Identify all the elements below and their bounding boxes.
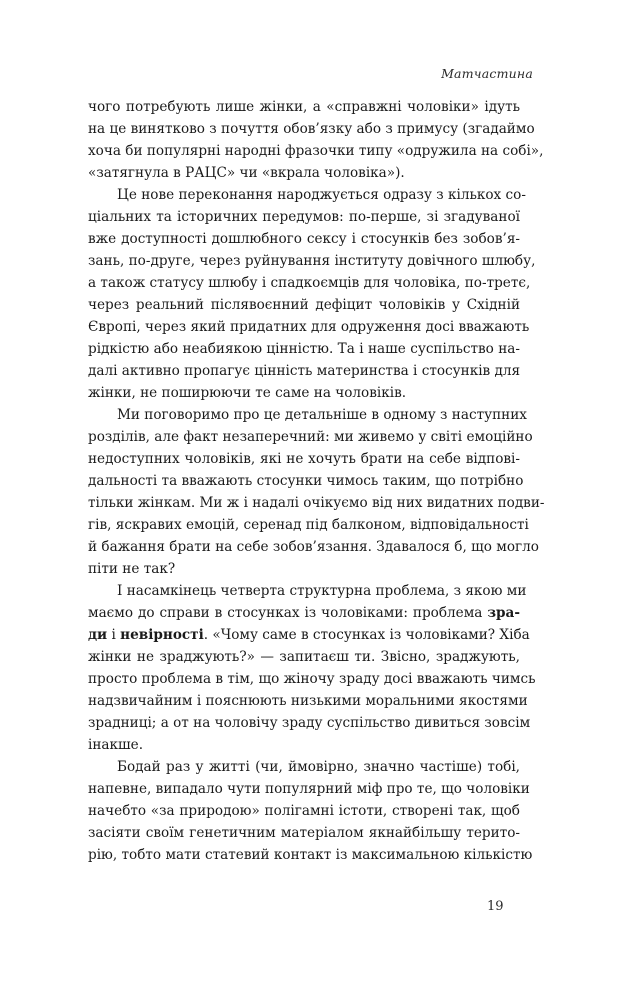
bold-term: невірності bbox=[120, 627, 204, 643]
text-segment: Бодай раз у житті (чи, ймовірно, значно частіше) тобі, bbox=[117, 759, 520, 775]
text-line bbox=[88, 250, 536, 272]
text-segment: інакше. bbox=[88, 737, 144, 753]
text-line bbox=[88, 140, 544, 162]
text-line bbox=[88, 690, 528, 712]
text-line bbox=[88, 492, 545, 514]
text-segment: ціальних та історичних передумов: по-перше, зі згадуваної bbox=[88, 209, 520, 225]
text-line bbox=[88, 162, 520, 184]
text-segment: через реальний післявоєнний дефіцит чоловіків у Східній bbox=[88, 297, 520, 313]
text-line bbox=[88, 382, 520, 404]
text-line bbox=[88, 646, 520, 668]
text-segment: гів, яскравих емоцій, серенад під балконом, відповідальності bbox=[88, 517, 529, 533]
bold-term: зра- bbox=[487, 605, 520, 621]
text-line bbox=[88, 360, 520, 382]
text-segment: зрадниці; а от на чоловічу зраду суспільство дивиться зовсім bbox=[88, 715, 531, 731]
text-line bbox=[88, 822, 520, 844]
text-line bbox=[88, 96, 520, 118]
text-segment: дальності та вважають стосунки чимось таким, що потрібно bbox=[88, 473, 524, 489]
text-line bbox=[88, 404, 527, 426]
text-segment: недоступних чоловіків, які не хочуть брати на себе відпові- bbox=[88, 451, 520, 467]
text-line bbox=[88, 470, 524, 492]
text-segment: начебто «за природою» полігамні істоти, створені так, щоб bbox=[88, 803, 520, 819]
text-segment: вже доступності дошлюбного сексу і стосунків без зобов’я- bbox=[88, 231, 520, 247]
text-line bbox=[88, 206, 520, 228]
text-line bbox=[88, 844, 533, 866]
text-segment: надзвичайним і пояснюють низькими моральними якостями bbox=[88, 693, 528, 709]
text-line bbox=[88, 316, 530, 338]
text-line bbox=[88, 602, 520, 624]
text-line bbox=[88, 624, 530, 646]
text-segment: а також статусу шлюбу і спадкоємців для чоловіка, по-третє, bbox=[88, 275, 531, 291]
text-line bbox=[88, 756, 520, 778]
text-segment: жінки, не поширюючи те саме на чоловіків. bbox=[88, 385, 407, 401]
text-line bbox=[88, 800, 520, 822]
text-line bbox=[88, 184, 526, 206]
text-segment: піти не так? bbox=[88, 561, 176, 577]
text-segment: І насамкінець четверта структурна проблема, з якою ми bbox=[117, 583, 527, 599]
text-line bbox=[88, 448, 520, 470]
text-line bbox=[88, 426, 533, 448]
text-segment: просто проблема в тім, що жіночу зраду досі вважають чимсь bbox=[88, 671, 536, 687]
text-line bbox=[88, 294, 520, 316]
text-line bbox=[88, 338, 520, 360]
text-line bbox=[88, 734, 520, 756]
text-segment: засіяти своїм генетичним матеріалом якнайбільшу терито- bbox=[88, 825, 520, 841]
text-line bbox=[88, 514, 529, 536]
bold-term: ди bbox=[88, 627, 108, 643]
text-line bbox=[88, 272, 531, 294]
text-segment: рію, тобто мати статевий контакт із максимальною кількістю bbox=[88, 847, 533, 863]
text-segment: зань, по-друге, через руйнування інституту довічного шлюбу, bbox=[88, 253, 536, 269]
text-line bbox=[88, 778, 530, 800]
text-segment: жінки не зраджують?» — запитаєш ти. Звісно, зраджують, bbox=[88, 649, 520, 665]
running-head: Матчастина bbox=[441, 66, 533, 81]
text-line bbox=[88, 536, 539, 558]
text-segment: і bbox=[107, 627, 121, 643]
text-segment: далі активно пропагує цінність материнства і стосунків для bbox=[88, 363, 521, 379]
page-number: 19 bbox=[487, 899, 504, 914]
text-segment: напевне, випадало чути популярний міф про те, що чоловіки bbox=[88, 781, 530, 797]
text-line bbox=[88, 668, 536, 690]
body-text bbox=[88, 96, 545, 866]
text-line bbox=[88, 712, 531, 734]
text-line bbox=[88, 228, 520, 250]
text-line bbox=[88, 118, 535, 140]
text-line bbox=[88, 580, 527, 602]
text-segment: тільки жінкам. Ми ж і надалі очікуємо від них видатних подви- bbox=[88, 495, 545, 511]
text-segment: розділів, але факт незаперечний: ми живемо у світі емоційно bbox=[88, 429, 533, 445]
text-segment: чого потребують лише жінки, а «справжні чоловіки» ідуть bbox=[88, 99, 520, 115]
text-segment: хоча би популярні народні фразочки типу «одружила на собі», bbox=[88, 143, 544, 159]
text-segment: Ми поговоримо про це детальніше в одному з наступних bbox=[117, 407, 527, 423]
text-segment: Європі, через який придатних для одруження досі вважають bbox=[88, 319, 530, 335]
text-segment: рідкістю або неабиякою цінністю. Та і наше суспільство на- bbox=[88, 341, 520, 357]
text-segment: «затягнула в РАЦС» чи «вкрала чоловіка»). bbox=[88, 165, 405, 181]
text-line bbox=[88, 558, 520, 580]
text-segment: маємо до справи в стосунках із чоловіками: проблема bbox=[88, 605, 488, 621]
text-segment: й бажання брати на себе зобов’язання. Здавалося б, що могло bbox=[88, 539, 539, 555]
text-segment: на це винятково з почуття обов’язку або з примусу (згадаймо bbox=[88, 121, 535, 137]
text-segment: Це нове переконання народжується одразу з кількох со- bbox=[117, 187, 526, 203]
text-segment: . «Чому саме в стосунках із чоловіками? Хіба bbox=[203, 627, 530, 643]
